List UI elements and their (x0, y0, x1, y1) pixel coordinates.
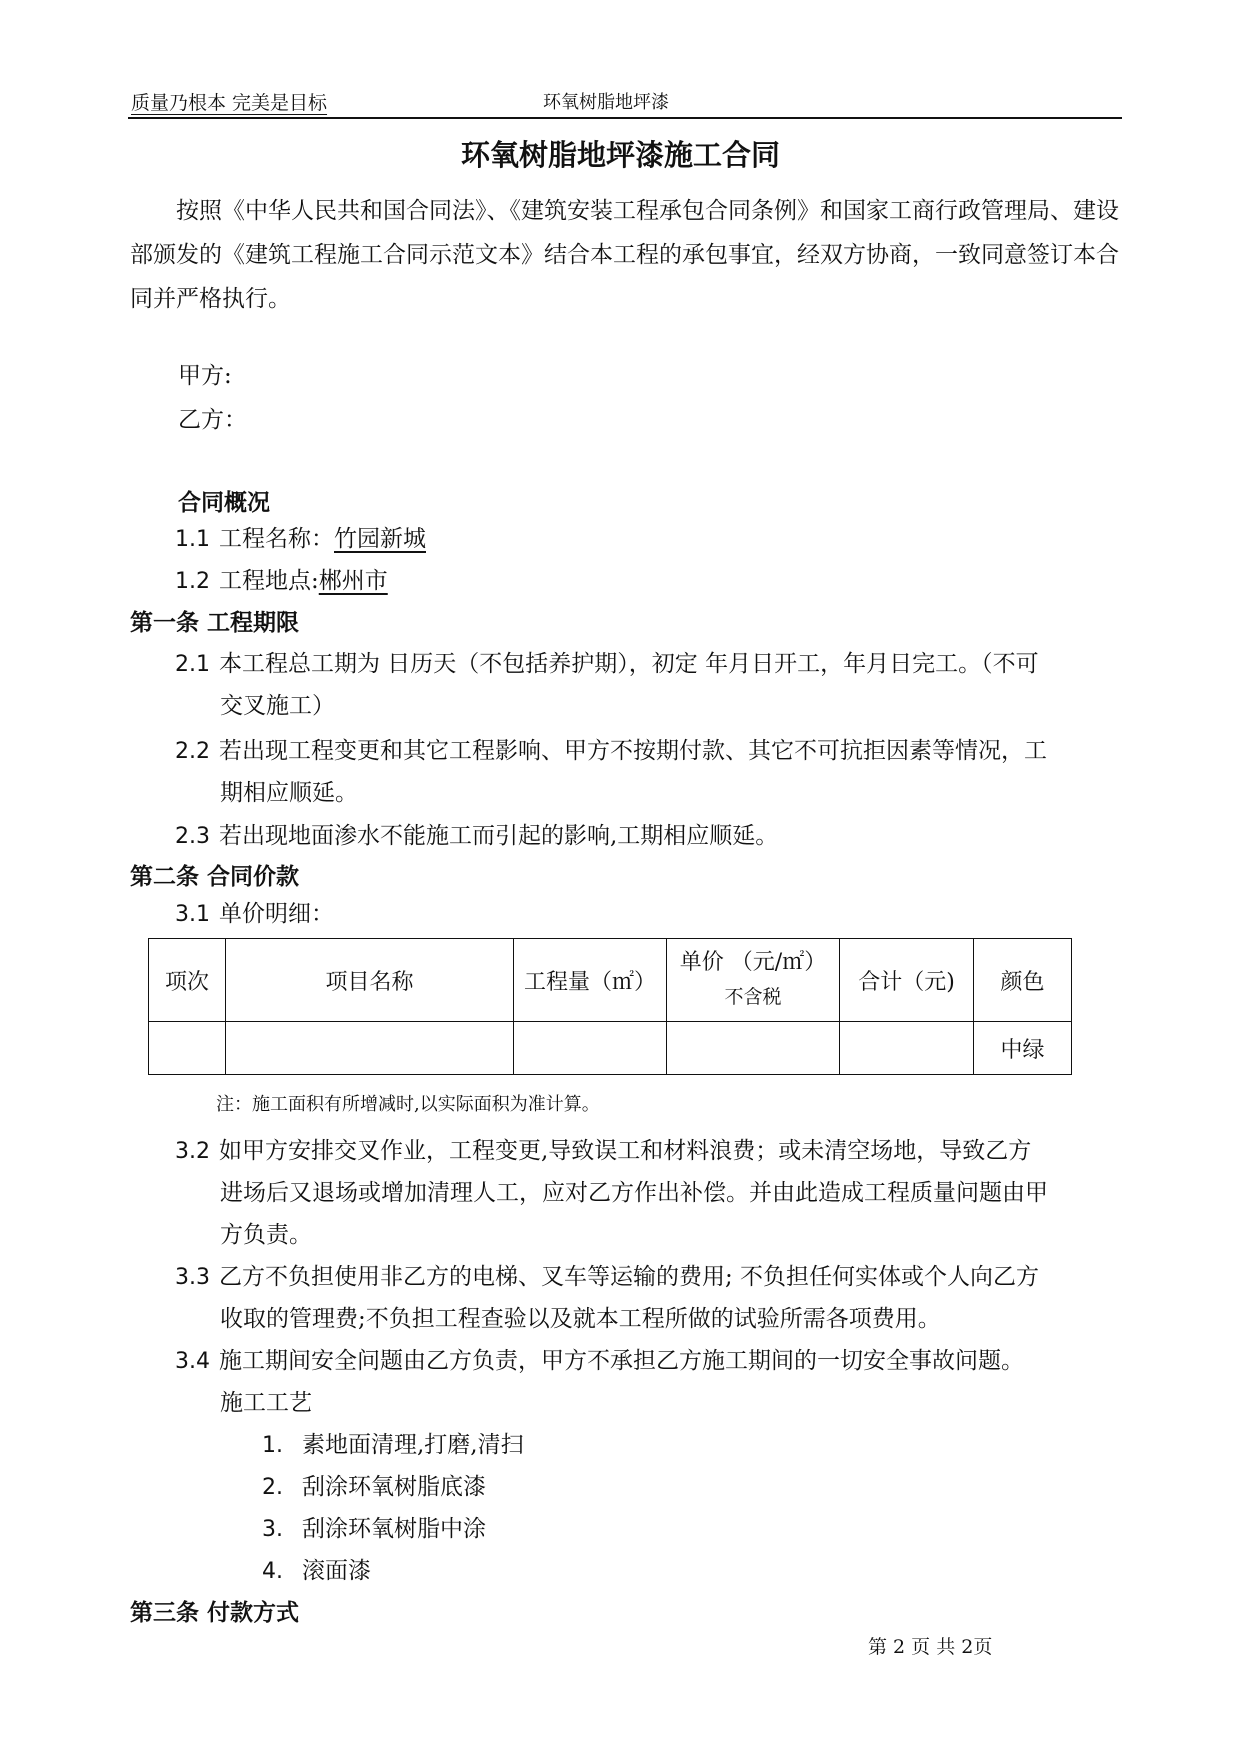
header-rule (128, 117, 1122, 119)
cell-color: 中绿 (974, 1022, 1072, 1075)
header-title: 环氧树脂地坪漆 (543, 92, 669, 113)
process-step-3 (262, 1508, 1212, 1551)
item-text: 单价明细： (219, 901, 334, 927)
header-motto: 质量乃根本 完美是目标 (131, 92, 328, 114)
item-text-line: 本工程总工期为 日历天（不包括养护期），初定 年月日开工，年月日完工。（不可 (219, 651, 1039, 677)
overview-item-1-2 (175, 560, 1125, 603)
item-number: 3.2 (175, 1139, 210, 1164)
page-number: 第 2 页 共 2页 (868, 1636, 993, 1658)
header-cell-item-name: 项目名称 (226, 939, 514, 1022)
overview-item-1-1 (175, 518, 1125, 561)
article-2-heading: 第二条 合同价款 (130, 864, 300, 890)
party-a-label: 甲方: (178, 363, 232, 389)
item-number: 3.3 (175, 1265, 210, 1290)
item-text-line: 乙方不负担使用非乙方的电梯、叉车等运输的费用; 不负担任何实体或个人向乙方 (219, 1264, 1040, 1290)
intro-paragraph: 按照《中华人民共和国合同法》、《建筑安装工程承包合同条例》和国家工商行政管理局、建设部颁发的《建筑工程施工合同示范文本》结合本工程的承包事宜，经双方协商，一致同意签订本合同并严格执行。 (130, 198, 1119, 312)
unit-price-label: 单价 （元/㎡） (679, 950, 827, 975)
step-text: 刮涂环氧树脂底漆 (302, 1474, 486, 1500)
party-b-label: 乙方： (178, 407, 247, 433)
header-cell-total: 合计（元) (840, 939, 974, 1022)
item-3-2-cont-1: 进场后又退场或增加清理人工，应对乙方作出补偿。并由此造成工程质量问题由甲 (220, 1180, 1048, 1206)
item-3-1 (175, 893, 1125, 936)
process-step-2 (262, 1466, 1212, 1509)
header-cell-unit-price (667, 939, 840, 1022)
item-3-2-cont-2: 方负责。 (220, 1222, 312, 1248)
step-text: 素地面清理,打磨,清扫 (302, 1432, 524, 1458)
item-text-line: 施工期间安全问题由乙方负责，甲方不承担乙方施工期间的一切安全事故问题。 (219, 1348, 1024, 1374)
document-title: 环氧树脂地坪漆施工合同 (460, 138, 780, 172)
step-number: 4. (262, 1559, 283, 1584)
cell-unit-price (667, 1022, 840, 1075)
process-step-4 (262, 1550, 1212, 1593)
header-cell-color: 颜色 (974, 939, 1072, 1022)
cell-total (840, 1022, 974, 1075)
tax-excluded-label: 不含税 (724, 986, 782, 1008)
project-location-value: 郴州市 (318, 568, 388, 594)
header-cell-quantity: 工程量（㎡） (514, 939, 667, 1022)
item-number: 2.3 (175, 824, 210, 849)
cell-item-name (226, 1022, 514, 1075)
item-label: 工程名称： (219, 526, 334, 552)
cell-quantity (514, 1022, 667, 1075)
step-text: 滚面漆 (302, 1558, 371, 1584)
item-2-1-cont: 交叉施工） (220, 693, 335, 719)
item-2-2 (175, 730, 1125, 773)
step-number: 3. (262, 1517, 283, 1542)
item-3-4 (175, 1340, 1125, 1383)
unit-price-table (148, 938, 1072, 1075)
item-text-line: 若出现工程变更和其它工程影响、甲方不按期付款、其它不可抗拒因素等情况，工 (219, 738, 1047, 764)
overview-heading: 合同概况 (178, 490, 270, 516)
header-cell-index: 项次 (149, 939, 226, 1022)
item-label: 工程地点: (219, 568, 319, 594)
item-3-2 (175, 1130, 1125, 1173)
item-2-1 (175, 643, 1125, 686)
item-number: 3.4 (175, 1349, 210, 1374)
step-number: 1. (262, 1433, 283, 1458)
item-3-3 (175, 1256, 1125, 1299)
process-title: 施工工艺 (220, 1390, 312, 1416)
item-number: 1.2 (175, 569, 210, 594)
cell-index (149, 1022, 226, 1075)
step-number: 2. (262, 1475, 283, 1500)
item-number: 3.1 (175, 902, 210, 927)
item-text-line: 如甲方安排交叉作业，工程变更,导致误工和材料浪费；或未清空场地，导致乙方 (219, 1138, 1032, 1164)
item-number: 1.1 (175, 527, 210, 552)
article-1-heading: 第一条 工程期限 (130, 610, 300, 636)
item-2-2-cont: 期相应顺延。 (220, 780, 358, 806)
process-step-1 (262, 1424, 1212, 1467)
item-text-line: 若出现地面渗水不能施工而引起的影响,工期相应顺延。 (219, 823, 779, 849)
item-2-3 (175, 815, 1125, 858)
project-name-value: 竹园新城 (334, 526, 426, 552)
item-3-3-cont: 收取的管理费;不负担工程查验以及就本工程所做的试验所需各项费用。 (220, 1306, 941, 1332)
table-header-row (149, 939, 1072, 1022)
table-row (149, 1022, 1072, 1075)
item-number: 2.2 (175, 739, 210, 764)
article-3-heading: 第三条 付款方式 (130, 1600, 300, 1626)
table-note: 注：施工面积有所增减时,以实际面积为准计算。 (216, 1094, 600, 1115)
step-text: 刮涂环氧树脂中涂 (302, 1516, 486, 1542)
item-number: 2.1 (175, 652, 210, 677)
